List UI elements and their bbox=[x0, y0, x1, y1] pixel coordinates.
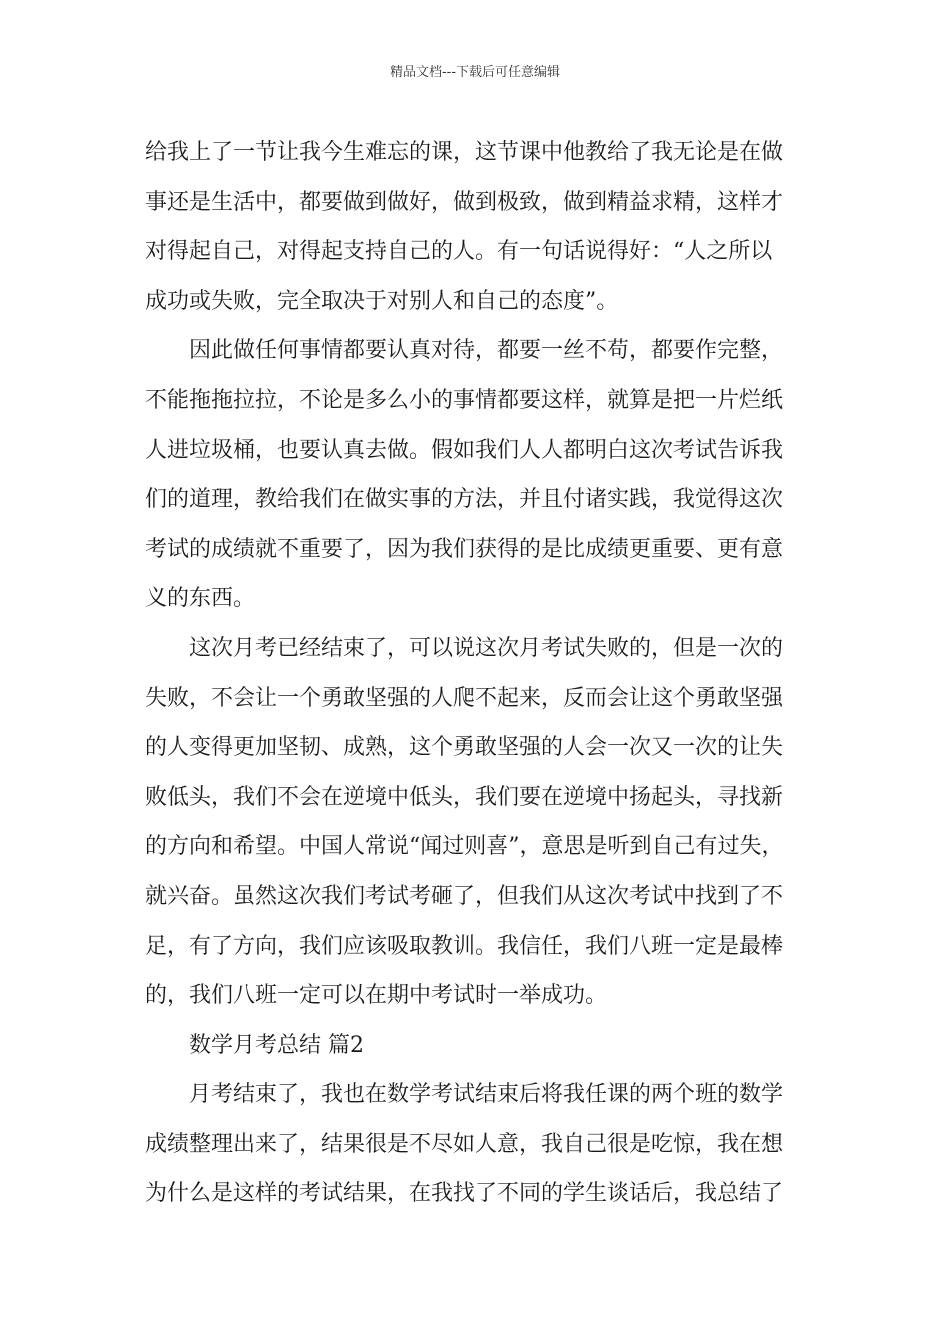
text-line: 数学月考总结 篇2 bbox=[189, 1032, 364, 1058]
text-line: 不能拖拖拉拉，不论是多么小的事情都要这样，就算是把一片烂纸 bbox=[145, 387, 784, 413]
text-line: 人进垃圾桶，也要认真去做。假如我们人人都明白这次考试告诉我 bbox=[145, 437, 784, 463]
text-line: 的人变得更加坚韧、成熟，这个勇敢坚强的人会一次又一次的让失 bbox=[145, 735, 784, 761]
text-line: 月考结束了，我也在数学考试结束后将我任课的两个班的数学 bbox=[189, 1082, 784, 1108]
text-line: 成绩整理出来了，结果很是不尽如人意，我自己很是吃惊，我在想 bbox=[145, 1131, 784, 1157]
text-line: 因此做任何事情都要认真对待，都要一丝不苟，都要作完整， bbox=[189, 338, 784, 364]
document-body bbox=[145, 128, 810, 1219]
text-line: 的，我们八班一定可以在期中考试时一举成功。 bbox=[145, 983, 608, 1009]
text-line: 败低头，我们不会在逆境中低头，我们要在逆境中扬起头，寻找新 bbox=[145, 784, 784, 810]
text-line: 成功或失败，完全取决于对别人和自己的态度”。 bbox=[145, 288, 619, 314]
text-line: 事还是生活中，都要做到做好，做到极致，做到精益求精，这样才 bbox=[145, 189, 784, 215]
text-line: 足，有了方向，我们应该吸取教训。我信任，我们八班一定是最棒 bbox=[145, 933, 784, 959]
text-line: 就兴奋。虽然这次我们考试考砸了，但我们从这次考试中找到了不 bbox=[145, 883, 784, 909]
text-line: 对得起自己，对得起支持自己的人。有一句话说得好：“人之所以 bbox=[145, 239, 773, 265]
text-line: 这次月考已经结束了，可以说这次月考试失败的，但是一次的 bbox=[189, 635, 784, 661]
text-line: 义的东西。 bbox=[145, 586, 256, 612]
text-line: 给我上了一节让我今生难忘的课，这节课中他教给了我无论是在做 bbox=[145, 140, 784, 165]
text-line: 的方向和希望。中国人常说“闻过则喜”，意思是听到自己有过失， bbox=[145, 834, 784, 860]
text-line: 为什么是这样的考试结果，在我找了不同的学生谈话后，我总结了 bbox=[145, 1181, 784, 1207]
text-line: 们的道理，教给我们在做实事的方法，并且付诸实践，我觉得这次 bbox=[145, 487, 784, 513]
text-line: 失败，不会让一个勇敢坚强的人爬不起来，反而会让这个勇敢坚强 bbox=[145, 685, 784, 711]
page-header: 精品文档---下载后可任意编辑 bbox=[389, 65, 561, 80]
text-line: 考试的成绩就不重要了，因为我们获得的是比成绩更重要、更有意 bbox=[145, 536, 784, 562]
